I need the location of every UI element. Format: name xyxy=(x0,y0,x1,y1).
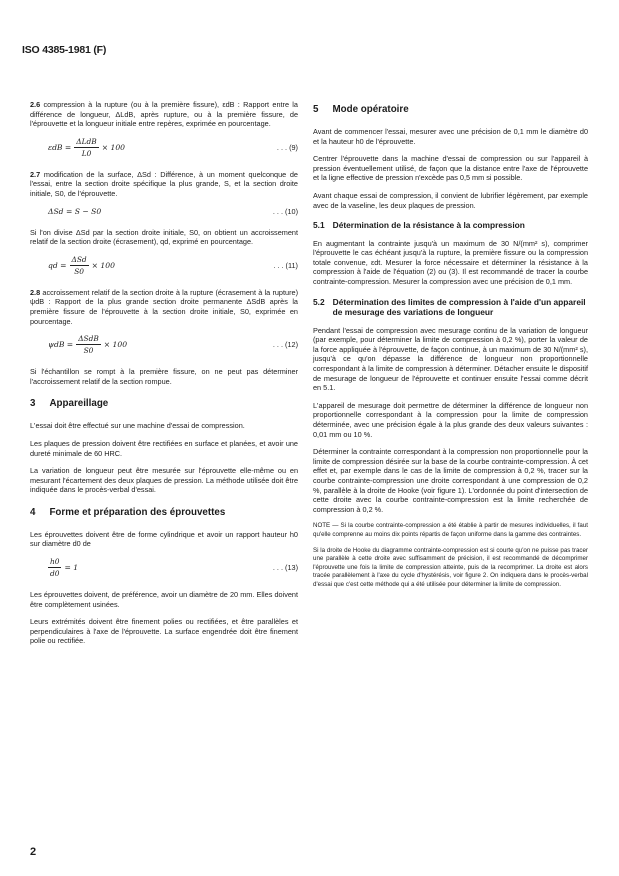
eq-rhs: × 100 xyxy=(91,260,115,270)
fraction xyxy=(76,334,101,355)
section-title: Détermination des limites de compression à l'aide d'un appareil de mesurage des variations de longueur xyxy=(332,296,586,318)
eq-lhs: εdB = xyxy=(48,142,72,152)
equation-number: . . . (9) xyxy=(276,142,298,152)
paragraph: L'appareil de mesurage doit permettre de déterminer la différence de longueur non proportionnelle correspondant à la compression pour la limite de compression déterminée, avec une précision égale à la plus grande des deux valeurs suivantes : 0,01 mm ou 10 %. xyxy=(313,400,588,439)
note: Si la droite de Hooke du diagramme contrainte-compression est si courte qu'on ne puisse pas tracer une parallèle à cette droite avec suffisamment de précision, il est recommandé de décomprimer l'éprouvette une fois la limite de compression atteinte, puis de la recomprimer. La droite est alors tracée parallèlement à l'axe du cycle d'hystérésis, voir figure 2. On indiquera dans le procès-verbal d'essai que c'est cette méthode qui a été utilisée pour déterminer la limite de compression. xyxy=(313,546,588,588)
section-title: Forme et préparation des éprouvettes xyxy=(49,506,226,518)
equation-number: . . . (12) xyxy=(272,340,298,350)
paragraph: Avant chaque essai de compression, il convient de lubrifier légèrement, par exemple avec de la vaseline, les deux plaques de pression. xyxy=(313,190,588,210)
equation-13 xyxy=(30,557,298,578)
paragraph: Les éprouvettes doivent être de forme cylindrique et avoir un rapport hauteur h0 sur diamètre d0 de xyxy=(30,529,298,549)
equation-10 xyxy=(30,207,298,216)
section-title: Mode opératoire xyxy=(332,104,409,115)
section-5-heading xyxy=(313,104,588,115)
section-number: 3 xyxy=(30,398,36,410)
section-number: 5 xyxy=(313,104,319,115)
section-title: Détermination de la résistance à la compression xyxy=(332,220,525,231)
equation-number: . . . (13) xyxy=(272,563,298,573)
note: NOTE — Si la courbe contrainte-compression a été établie à partir de mesures individuelles, il faut qu'elle comprenne au moins dix points répartis de façon uniforme dans la gamme des contraintes. xyxy=(313,522,588,538)
right-column xyxy=(313,100,588,596)
paragraph: Les plaques de pression doivent être rectifiées en surface et planées, et avoir une dureté minimale de 60 HRC. xyxy=(30,438,298,458)
paragraph: Déterminer la contrainte correspondant à la compression non proportionnelle pour la limite de compression désirée sur la base de la courbe contrainte-compression. À cet effet et, par exemple dans le cas de la limite de compression à 0,2 %, tracer sur la courbe contrainte-compression une droite correspondant à une compression de 0,2 %, parallèle à la droite de Hooke (voir figure 1). L'ordonnée du point d'intersection de cette droite avec la courbe contrainte-compression est la limite recherchée de compression à 0,2 %. xyxy=(313,447,588,514)
paragraph: Si l'échantillon se rompt à la première fissure, on ne peut pas déterminer l'accroissement relatif de la section rompue. xyxy=(30,367,298,386)
clause-text: compression à la rupture (ou à la première fissure), εdB : Rapport entre la différence de longueur, ΔLdB, après rupture, ou à la première fissure, de l'éprouvette et la longueur initiale entre repères, exprimée en pourcentage. xyxy=(30,100,298,129)
clause-number: 2.7 xyxy=(30,169,41,179)
eq-body: ΔSd = S − S0 xyxy=(48,206,102,216)
numerator: h0 xyxy=(50,557,60,567)
fraction xyxy=(48,557,61,578)
denominator: S0 xyxy=(74,266,84,276)
section-4-heading xyxy=(30,507,298,518)
equation-number: . . . (10) xyxy=(272,206,298,216)
denominator: L0 xyxy=(81,148,92,158)
paragraph: Pendant l'essai de compression avec mesurage continu de la variation de longueur (par exemple, pour déterminer la limite de compression à 0,2 %), porter la valeur de la force appliquée à l'éprouvette, de façon continue, à un maximum de 30 N/(mm² s), jusqu'à ce qu'on dépasse la différence de longueur non proportionnelle correspondant à la limite de compression à déterminer. Détacher ensuite le dispositif de mesurage de longueur de l'éprouvette et continuer ensuite l'essai comme décrit en 5.1. xyxy=(313,325,588,393)
numerator: ΔSdB xyxy=(78,334,99,344)
clause-number: 2.6 xyxy=(30,100,41,109)
paragraph: Centrer l'éprouvette dans la machine d'essai de compression ou sur l'appareil à pression éventuellement utilisé, de façon que la distance entre l'axe de l'éprouvette et la ligne effective de pression n'excède pas 0,5 mm si possible. xyxy=(313,154,588,183)
paragraph: En augmentant la contrainte jusqu'à un maximum de 30 N/(mm² s), comprimer l'éprouvette le cas échéant jusqu'à la rupture, la première fissure ou la compression totale convenue, εdt. Mesurer la force nécessaire et déterminer la résistance à la compression à l'aide de l'équation (2) ou (3). Il est recommandé de tracer la courbe contrainte-compression. Mesurer la compression avec une précision de 0,1 mm. xyxy=(313,238,588,287)
clause-text: modification de la surface, ΔSd : Différence, à un moment quelconque de l'essai, entre la section droite spécifique la plus grande, S, et la section droite initiale, S0, de l'éprouvette. xyxy=(30,169,298,198)
eq-rhs: × 100 xyxy=(101,142,125,152)
fraction xyxy=(74,137,98,158)
section-3-heading xyxy=(30,398,298,409)
clause-text: accroissement relatif de la section droite à la rupture (écrasement à la rupture) ψdB : Rapport de la plus grande section droite permanente ΔSdB après la première fissure de l'éprouvette à la section droite initiale, S0, exprimée en pourcentage. xyxy=(30,287,298,326)
denominator: d0 xyxy=(50,569,60,579)
clause-number: 2.8 xyxy=(30,287,41,297)
eq-lhs: ψdB = xyxy=(48,340,74,350)
clause-2-8 xyxy=(30,288,298,326)
section-5-1-heading xyxy=(313,220,588,231)
section-number: 4 xyxy=(30,506,36,518)
section-number: 5.2 xyxy=(313,296,325,307)
eq-lhs: qd = xyxy=(48,260,67,270)
paragraph: L'essai doit être effectué sur une machine d'essai de compression. xyxy=(30,421,245,431)
denominator: S0 xyxy=(83,346,94,356)
eq-rhs: × 100 xyxy=(103,340,128,350)
equation-number: . . . (11) xyxy=(273,260,298,270)
clause-2-7 xyxy=(30,170,298,199)
paragraph: Les éprouvettes doivent, de préférence, avoir un diamètre de 20 mm. Elles doivent être complètement usinées. xyxy=(30,590,298,609)
page-number: 2 xyxy=(30,846,37,858)
equation-11 xyxy=(30,255,298,276)
paragraph: La variation de longueur peut être mesurée sur l'éprouvette elle-même ou en mesurant l'écartement des deux plaques de pression. La méthode utilisée doit être indiquée dans le procès-verbal d'essai. xyxy=(30,466,298,495)
left-column xyxy=(30,100,298,654)
equation-9 xyxy=(30,137,298,158)
section-title: Appareillage xyxy=(49,398,109,410)
clause-2-6 xyxy=(30,100,298,129)
equation-12 xyxy=(30,334,298,355)
page-header: ISO 4385-1981 (F) xyxy=(22,44,107,56)
paragraph: Avant de commencer l'essai, mesurer avec une précision de 0,1 mm le diamètre d0 et la hauteur h0 de l'éprouvette. xyxy=(313,127,588,146)
section-5-2-heading xyxy=(313,297,588,318)
paragraph: Leurs extrémités doivent être finement polies ou rectifiées, et être parallèles et perpendiculaires à l'axe de l'éprouvette. La surface engendrée doit être finement polie ou rectifiée. xyxy=(30,617,298,646)
eq-rhs: = 1 xyxy=(64,563,79,573)
fraction xyxy=(70,255,89,276)
paragraph: Si l'on divise ΔSd par la section droite initiale, S0, on obtient un accroissement relatif de la section droite (écrasement), qd, exprimé en pourcentage. xyxy=(30,227,298,247)
numerator: ΔSd xyxy=(71,254,87,264)
section-number: 5.1 xyxy=(313,220,325,231)
numerator: ΔLdB xyxy=(76,136,97,146)
